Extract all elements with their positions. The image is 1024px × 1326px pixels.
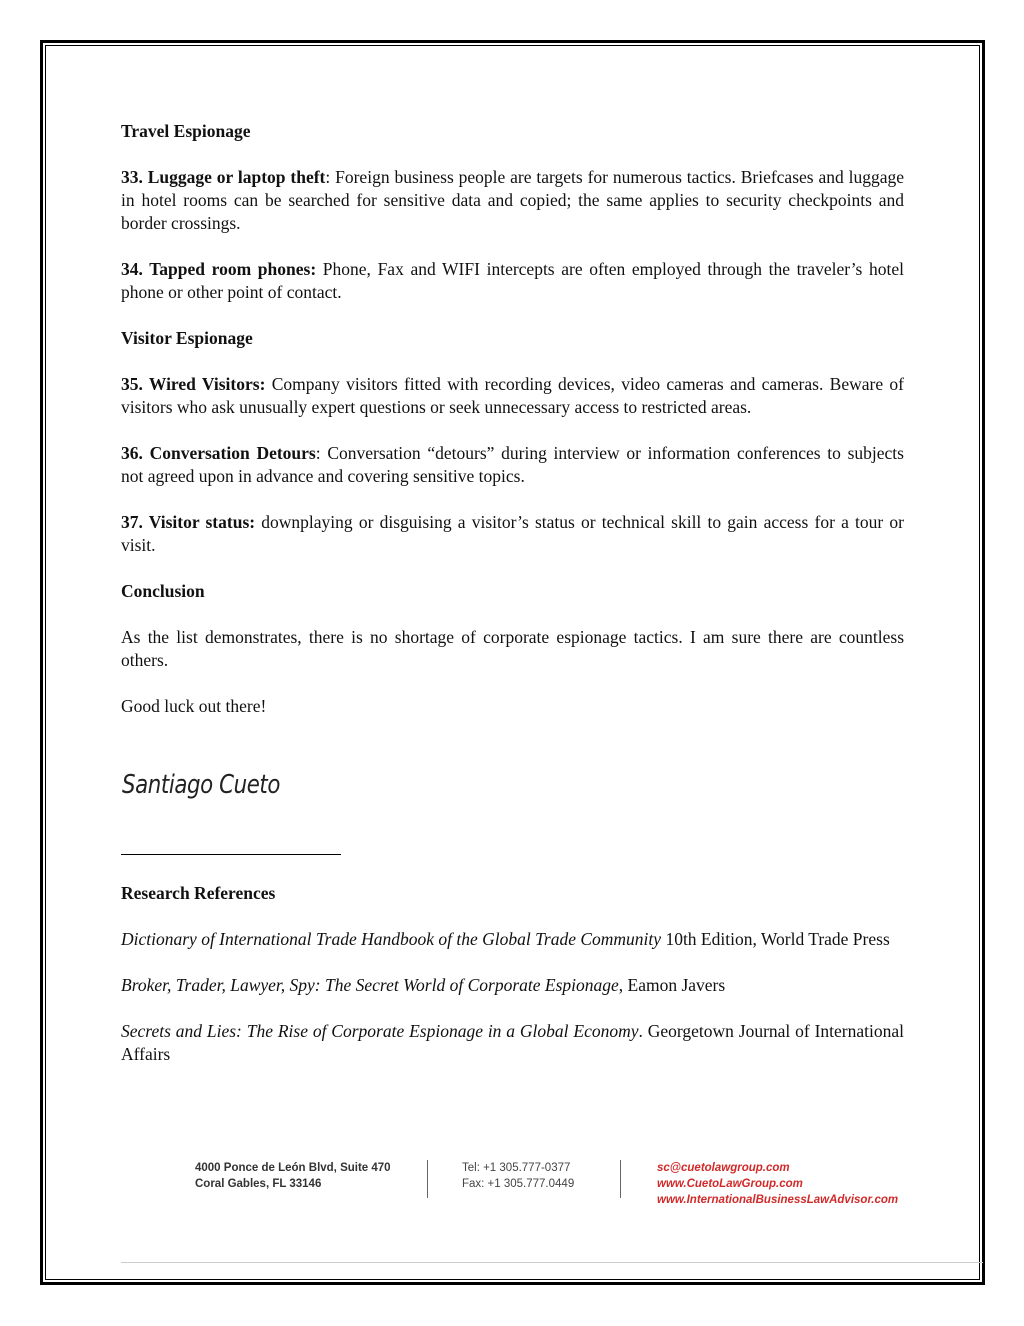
signature: Santiago Cueto <box>122 770 280 800</box>
website-link[interactable]: www.CuetoLawGroup.com <box>657 1178 803 1190</box>
section-heading-conclusion: Conclusion <box>121 581 205 601</box>
item-text: downplaying or disguising a visitor’s status or technical skill to gain access for a tour or visit. <box>121 512 905 555</box>
reference-title: Secrets and Lies: The Rise of Corporate Espionage in a Global Economy <box>121 1021 639 1041</box>
item-text: : Conversation “detours” during interview or information conferences to subjects not agreed upon in advance and covering sensitive topics. <box>121 443 904 486</box>
footer-address <box>195 1160 391 1192</box>
item-label: 36. Conversation Detours <box>121 443 316 463</box>
document-body <box>121 120 904 741</box>
closing-line: Good luck out there! <box>121 696 267 716</box>
reference-details: . Georgetown Journal of International Affairs <box>121 1021 905 1064</box>
list-item-36 <box>121 442 904 488</box>
reference-details: , Eamon Javers <box>618 975 726 995</box>
section-heading-visitor: Visitor Espionage <box>121 328 253 348</box>
website-link[interactable]: www.InternationalBusinessLawAdvisor.com <box>657 1194 899 1206</box>
reference-title: Broker, Trader, Lawyer, Spy: The Secret World of Corporate Espionage <box>121 975 619 995</box>
item-text: Company visitors fitted with recording devices, video cameras and cameras. Beware of visitors who ask unusually expert questions or seek unnecessary access to restricted areas. <box>121 374 904 417</box>
footer-contact <box>657 1160 898 1208</box>
footer-phone <box>462 1160 574 1192</box>
references-section <box>121 882 904 1089</box>
address-line-2: Coral Gables, FL 33146 <box>195 1178 322 1190</box>
footer-divider <box>620 1160 621 1198</box>
section-heading-travel: Travel Espionage <box>121 121 251 141</box>
address-line-1: 4000 Ponce de León Blvd, Suite 470 <box>195 1162 391 1174</box>
email-link[interactable]: sc@cuetolawgroup.com <box>657 1162 790 1174</box>
item-text: Phone, Fax and WIFI intercepts are often employed through the traveler’s hotel phone or other point of contact. <box>121 259 904 302</box>
conclusion-text: As the list demonstrates, there is no shortage of corporate espionage tactics. I am sure there are countless others. <box>121 627 904 670</box>
reference-item <box>121 928 904 951</box>
item-label: 34. Tapped room phones: <box>121 259 317 279</box>
reference-details: 10th Edition, World Trade Press <box>661 929 890 949</box>
item-label: 35. Wired Visitors: <box>121 374 266 394</box>
item-text: : Foreign business people are targets for numerous tactics. Briefcases and luggage in hotel rooms can be searched for sensitive data and copied; the same applies to security checkpoints and border crossings. <box>121 167 904 233</box>
letterhead-footer <box>195 1160 915 1206</box>
telephone: Tel: +1 305.777-0377 <box>462 1162 571 1174</box>
bottom-rule <box>121 1262 983 1263</box>
footer-divider <box>427 1160 428 1198</box>
list-item-37 <box>121 511 904 557</box>
fax: Fax: +1 305.777.0449 <box>462 1178 575 1190</box>
list-item-34 <box>121 258 904 304</box>
list-item-35 <box>121 373 904 419</box>
list-item-33 <box>121 166 904 235</box>
signature-line <box>121 854 341 855</box>
reference-title: Dictionary of International Trade Handbook of the Global Trade Community <box>121 929 662 949</box>
reference-item <box>121 1020 904 1066</box>
reference-item <box>121 974 904 997</box>
item-label: 37. Visitor status: <box>121 512 256 532</box>
references-heading: Research References <box>121 883 276 903</box>
item-label: 33. Luggage or laptop theft <box>121 167 326 187</box>
